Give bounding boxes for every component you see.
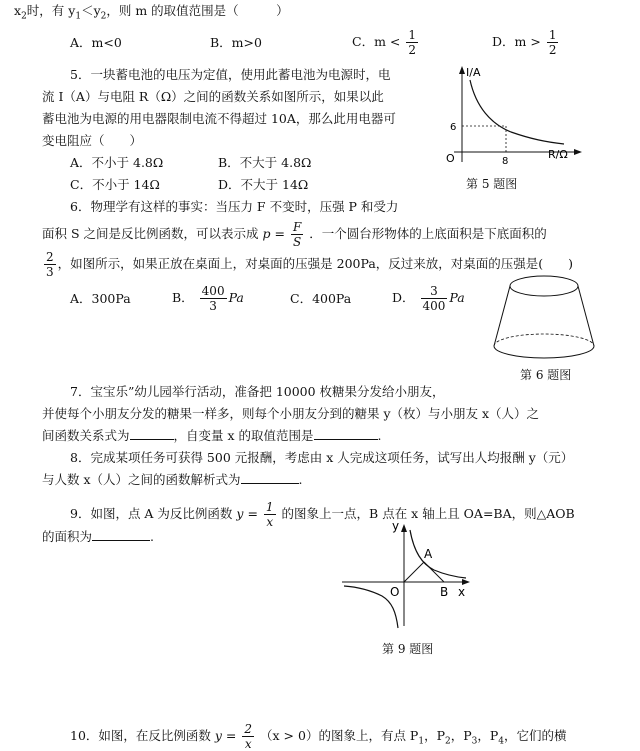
fraction [291,220,303,249]
answer-blank[interactable] [241,471,299,484]
subscript: 1 [418,736,425,747]
fraction [421,284,448,313]
numerator: 1 [548,28,557,42]
fraction [264,500,276,529]
subscript: 1 [75,11,82,22]
denominator: 2 [548,43,557,57]
q6-option-b [172,284,244,313]
left-edge [494,286,510,346]
denominator: 3 [46,265,54,279]
subscript: 3 [471,736,478,747]
inverse-curve [470,80,564,144]
q9-caption: 第 9 题图 [382,642,434,656]
fraction [242,722,254,751]
bottom-front-arc [494,346,594,358]
branch-q1 [410,530,466,578]
q5-caption: 第 5 题图 [466,177,518,191]
x-label: x [458,585,466,599]
q5-option-c: C．不小于 14Ω [70,177,160,192]
unit: Pa [228,290,244,305]
denominator: 3 [209,299,217,313]
q6-option-c: C．400Pa [290,291,352,306]
q5-line1: 5．一块蓄电池的电压为定值，使用此蓄电池为电源时，电 [70,67,391,82]
fraction [44,250,56,279]
q9-text: 的图象上一点，B 点在 x 轴上且 OA=BA，则△AOB [281,506,575,521]
q4-tail-line [14,2,289,26]
q4-option-b: B．m>0 [210,35,262,50]
fraction [406,28,418,57]
q6-text: ．一个圆台形物体的上底面积是下底面积的 [309,226,547,241]
q5-figure [436,62,586,172]
option-text: D．m > [492,34,541,49]
unit: Pa [449,290,465,305]
q10-text: ，P [477,728,499,743]
q6-caption: 第 6 题图 [520,368,572,382]
fraction [547,28,559,57]
q4-option-c [352,28,420,57]
numerator: 1 [265,500,274,514]
q5-line2: 流 I（A）与电阻 R（Ω）之间的函数关系如图所示，如果以此 [42,89,384,104]
option-text: B． [172,290,194,305]
var-x: x [14,3,22,18]
q7-line2: 并使每个小朋友分发的糖果一样多，则每个小朋友分到的糖果 y（枚）与小朋友 x（人）之 [42,406,540,421]
q8-text: 与人数 x（人）之间的函数解析式为 [42,472,241,487]
x-tick-label: 8 [502,156,509,167]
point-a-label: A [424,547,433,561]
fraction [200,284,227,313]
q6-line1: 6．物理学有这样的事实：当压力 F 不变时，压强 P 和受力 [70,199,399,214]
q4-option-d [492,28,560,57]
numerator: 400 [201,284,225,298]
numerator: F [292,220,302,234]
q6-text: 面积 S 之间是反比例函数，可以表示成 [42,226,259,241]
q9-figure [338,516,478,632]
q7-line1: 7．宝宝乐”幼儿园举行活动，准备把 10000 枚糖果分发给小朋友， [70,384,445,399]
y-label: y [392,519,400,533]
x-axis-label: R/Ω [548,148,568,161]
bottom-back-arc [494,334,594,346]
q4-text: ＜y [81,3,101,18]
subscript: 2 [21,11,27,22]
q10-text: 10．如图，在反比例函数 [70,728,211,743]
q7-text: . [377,428,382,443]
q9-text: 的面积为 [42,529,93,544]
q6-line2 [42,220,547,249]
q9-line2 [42,528,154,546]
x-arrow [574,149,582,155]
origin-label: O [446,152,455,165]
right-edge [578,286,594,346]
q9-text: 9．如图，点 A 为反比例函数 [70,506,233,521]
q5-line3: 蓄电池为电源的用电器限制电流不得超过 10A，那么此用电器可 [42,111,396,126]
formula-lhs: y = [236,506,258,521]
top-ellipse [510,276,578,296]
segment-oa [404,562,424,582]
q6-option-a: A．300Pa [70,291,131,306]
y-arrow [401,524,407,532]
option-text: D． [392,290,415,305]
q10-text: （x > 0）的图象上，有点 P [260,728,419,743]
q5-option-b: B．不大于 4.8Ω [218,155,312,170]
denominator: 2 [408,43,416,57]
denominator: 400 [422,299,446,313]
q4-option-a: A．m<0 [70,35,122,50]
denominator: S [292,235,302,249]
q10-text: ，P [450,728,472,743]
q4-text: ，则 m 的取值范围是（ ） [106,3,289,18]
q6-frustum-figure [486,270,602,364]
subscript: 4 [498,736,505,747]
q7-text: 间函数关系式为 [42,428,130,443]
denominator: x [266,515,274,529]
y-axis-label: I/A [466,66,481,79]
q10-text: ，它们的横 [504,728,567,743]
segment-ab [424,562,444,582]
q8-text: . [298,472,303,487]
q6-option-d [392,284,465,313]
q9-text: . [150,529,154,544]
q7-text: ，自变量 x 的取值范围是 [173,428,314,443]
y-tick-label: 6 [450,122,457,133]
subscript: 2 [444,736,451,747]
q10-line [70,722,567,751]
q5-line4: 变电阻应（ ） [42,133,143,148]
numerator: 2 [46,250,54,264]
answer-blank[interactable] [130,427,174,440]
numerator: 2 [244,722,253,736]
formula-lhs: p = [262,226,285,241]
numerator: 3 [421,284,448,299]
q10-text: ，P [424,728,445,743]
q8-line2 [42,471,303,489]
q7-line3 [42,427,382,445]
q9-line1 [70,500,575,529]
option-text: C．m < [352,34,401,49]
q8-line1: 8．完成某项任务可获得 500 元报酬，考虑由 x 人完成这项任务，试写出人均报酬 y（元） [70,450,574,465]
answer-blank[interactable] [314,427,378,440]
answer-blank[interactable] [92,528,150,541]
subscript: 2 [100,11,107,22]
denominator: x [244,737,252,751]
origin-label: O [390,585,400,599]
q6-text: ，如图所示，如果正放在桌面上，对桌面的压强是 200Pa，反过来放，对桌面的压强是( ) [57,256,574,271]
formula-lhs: y = [214,728,237,743]
numerator: 1 [408,28,416,42]
q5-option-d: D．不大于 14Ω [218,177,309,192]
q4-text: 时，有 y [26,3,76,18]
point-b-label: B [440,585,449,599]
y-arrow [459,66,465,74]
q5-option-a: A．不小于 4.8Ω [70,155,164,170]
